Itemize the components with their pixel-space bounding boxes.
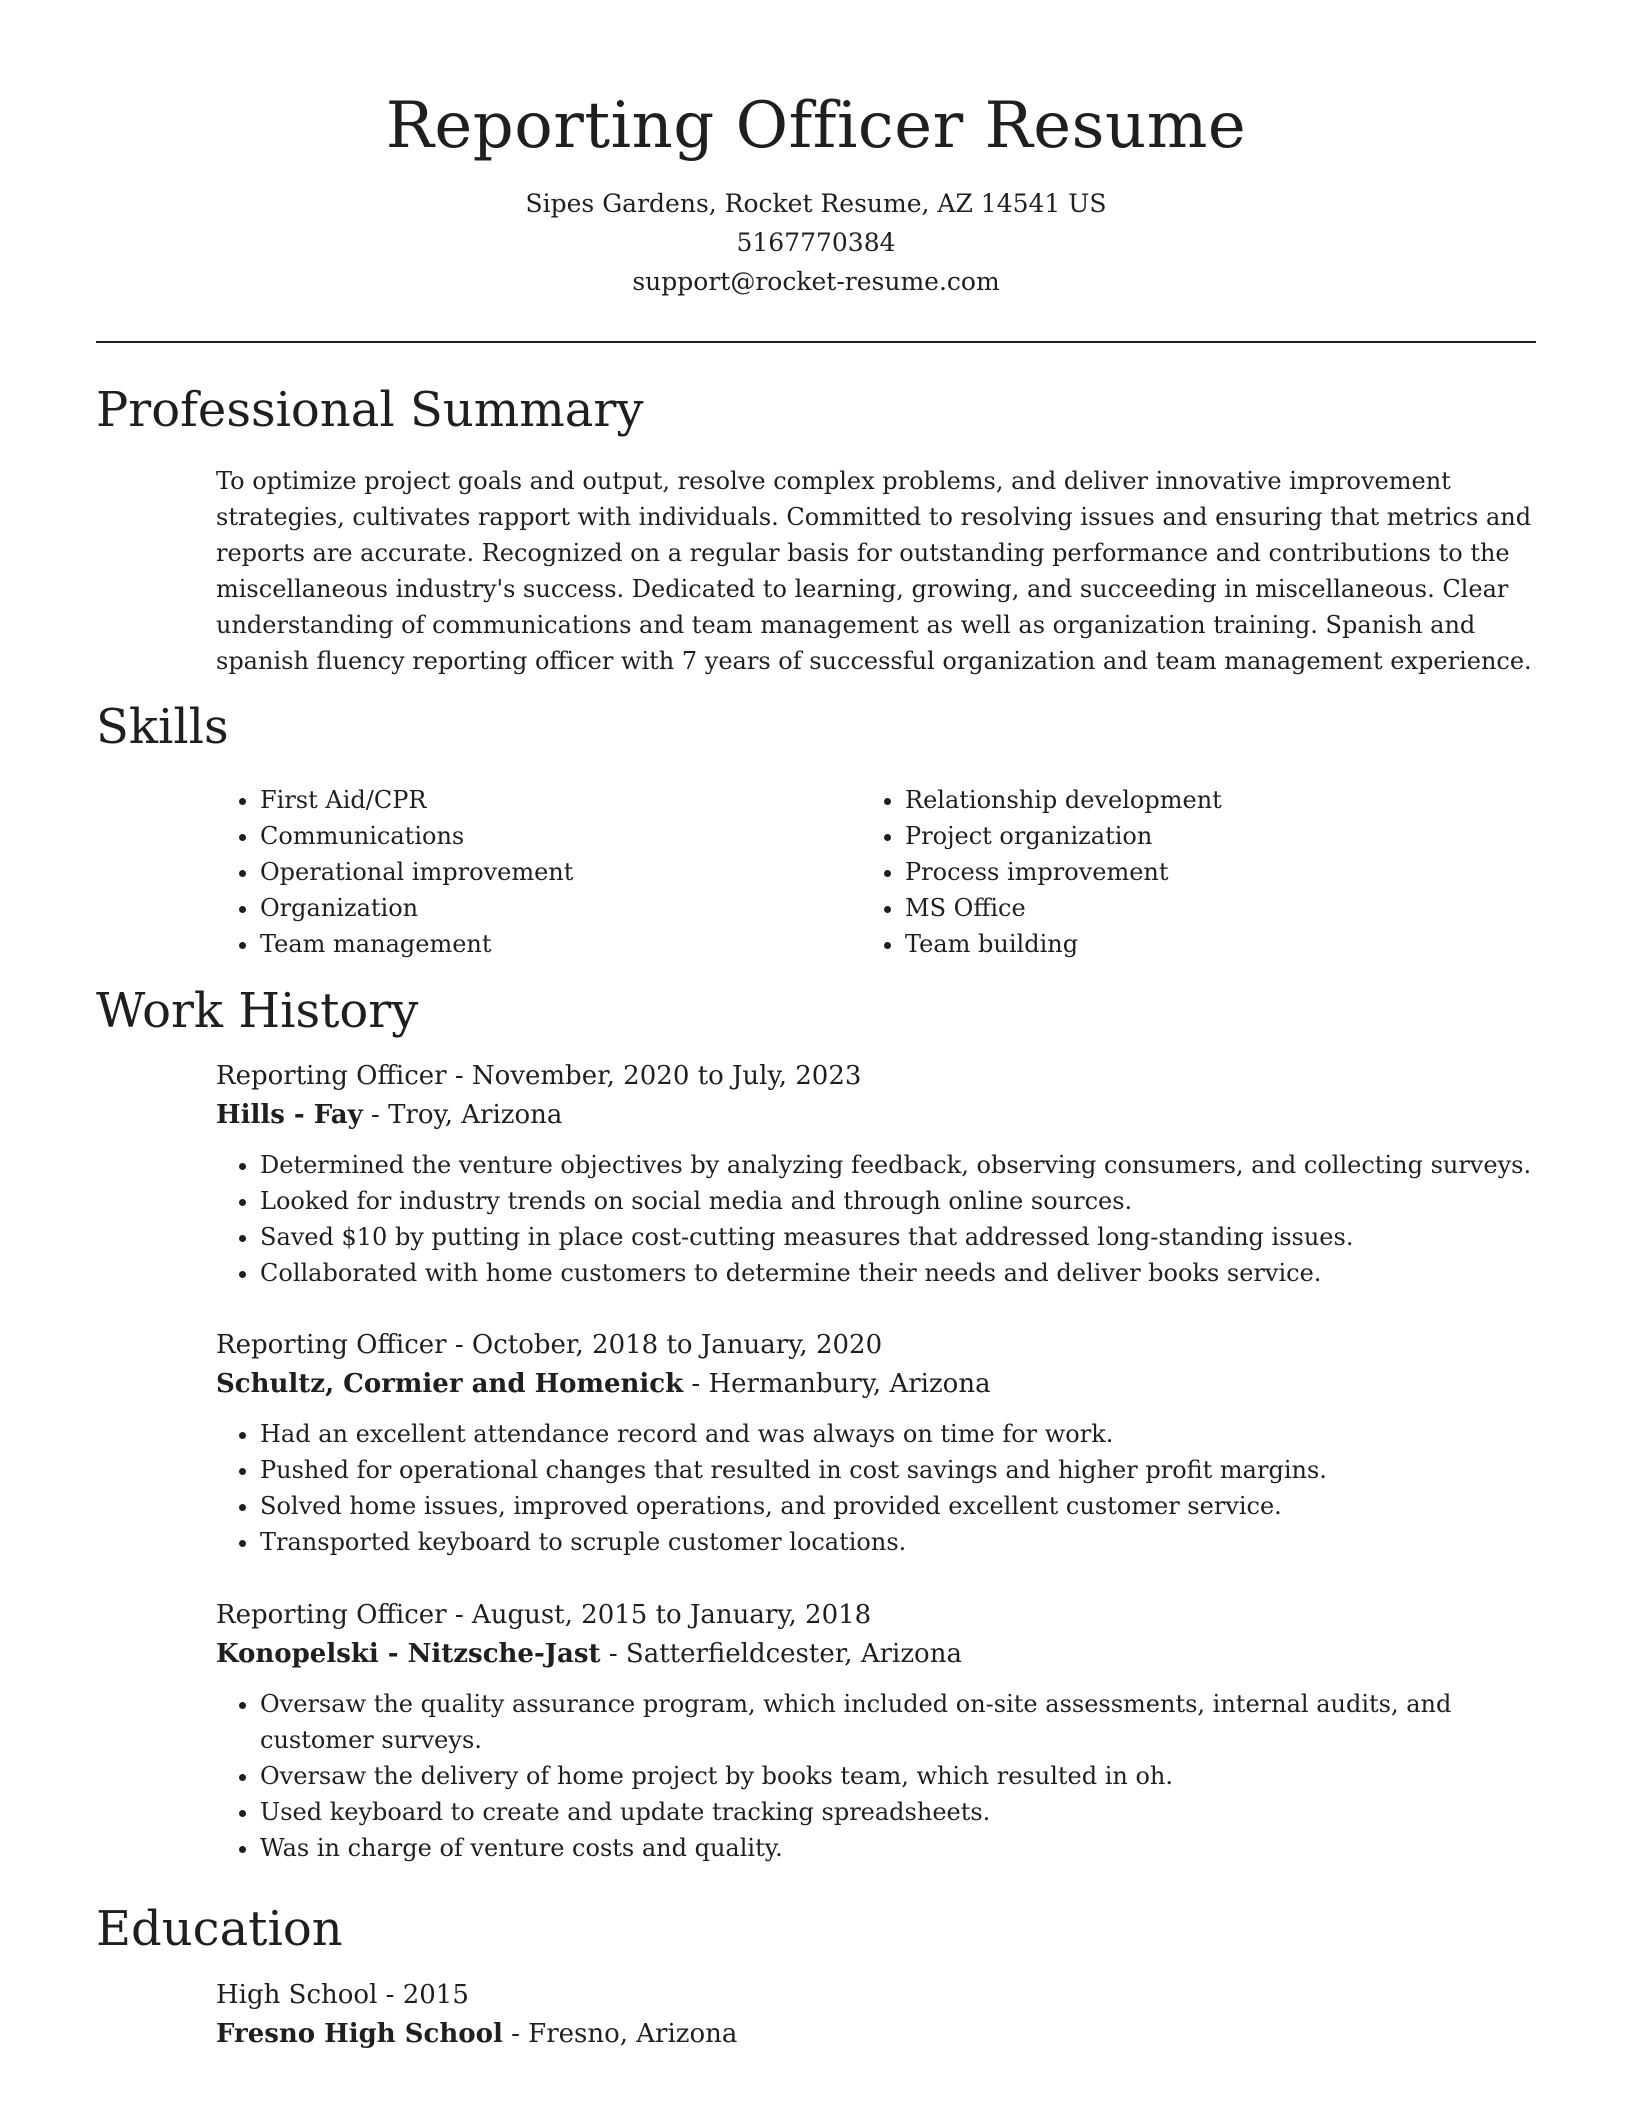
job-location: Hermanbury, Arizona [708, 1369, 991, 1399]
skill-item: • Team building [905, 926, 1481, 962]
summary-text: To optimize project goals and output, resolve complex problems, and deliver innovative improvement strategies, cultivates rapport with individuals. Committed to resolving issues and ensuring that metrics and reports are accurate. Recognized on a regular basis for outstanding performance and contributions to the miscellaneous industry's success. Dedicated to learning, growing, and succeeding in miscellaneous. Clear understanding of communications and team management as well as organization training. Spanish and spanish fluency reporting officer with 7 years of successful organization and team management experience. [216, 467, 1532, 675]
job-company-line: Schultz, Cormier and Homenick - Hermanbury, Arizona [216, 1369, 991, 1399]
education-school-line: Fresno High School - Fresno, Arizona [216, 2019, 738, 2049]
job-bullet: • Used keyboard to create and update tracking spreadsheets. [260, 1794, 1536, 1830]
education-entry [216, 1976, 1536, 2054]
job-title: Reporting Officer [216, 1330, 447, 1360]
job-company: Konopelski - Nitzsche-Jast [216, 1639, 601, 1669]
job-company-line: Hills - Fay - Troy, Arizona [216, 1100, 563, 1130]
job-entry [216, 1596, 1536, 1866]
section-heading-work-history: Work History [96, 983, 419, 1039]
job-dates: November, 2020 to July, 2023 [471, 1061, 862, 1091]
contact-info [96, 184, 1536, 301]
job-location: Troy, Arizona [388, 1100, 563, 1130]
skill-item: • First Aid/CPR [260, 782, 836, 818]
job-dates: August, 2015 to January, 2018 [471, 1600, 872, 1630]
job-company-line: Konopelski - Nitzsche-Jast - Satterfieldcester, Arizona [216, 1639, 962, 1669]
job-bullet: • Collaborated with home customers to determine their needs and deliver books service. [260, 1255, 1536, 1291]
job-bullet: • Transported keyboard to scruple customer locations. [260, 1524, 1536, 1560]
contact-address: Sipes Gardens, Rocket Resume, AZ 14541 US [525, 189, 1107, 218]
job-bullet: • Had an excellent attendance record and was always on time for work. [260, 1416, 1536, 1452]
section-heading-summary: Professional Summary [96, 382, 644, 438]
job-title-line: Reporting Officer - November, 2020 to July, 2023 [216, 1061, 862, 1091]
skill-item: • Relationship development [905, 782, 1481, 818]
job-dates: October, 2018 to January, 2020 [471, 1330, 883, 1360]
skill-item: • MS Office [905, 890, 1481, 926]
skill-item: • Operational improvement [260, 854, 836, 890]
job-bullet: • Saved $10 by putting in place cost-cutting measures that addressed long-standing issues. [260, 1219, 1536, 1255]
job-bullet: • Oversaw the delivery of home project by books team, which resulted in oh. [260, 1758, 1536, 1794]
job-bullet: • Solved home issues, improved operations, and provided excellent customer service. [260, 1488, 1536, 1524]
skill-item: • Organization [260, 890, 836, 926]
section-heading-skills: Skills [96, 699, 229, 755]
skills-list-right [861, 782, 1481, 962]
skills-column-right [861, 782, 1481, 962]
skills-list-left [216, 782, 836, 962]
education-school: Fresno High School [216, 2019, 503, 2049]
job-title: Reporting Officer [216, 1061, 447, 1091]
job-bullet: • Looked for industry trends on social media and through online sources. [260, 1183, 1536, 1219]
contact-phone: 5167770384 [736, 228, 896, 257]
skill-item: • Communications [260, 818, 836, 854]
job-bullets [216, 1416, 1536, 1560]
job-title: Reporting Officer [216, 1600, 447, 1630]
education-degree: High School [216, 1980, 378, 2010]
job-title-line: Reporting Officer - October, 2018 to January, 2020 [216, 1330, 883, 1360]
education-degree-line: High School - 2015 [216, 1980, 469, 2010]
job-title-line: Reporting Officer - August, 2015 to January, 2018 [216, 1600, 872, 1630]
education-location: Fresno, Arizona [528, 2019, 738, 2049]
section-heading-education: Education [96, 1901, 343, 1957]
job-company: Schultz, Cormier and Homenick [216, 1369, 684, 1399]
job-location: Satterfieldcester, Arizona [625, 1639, 962, 1669]
resume-title: Reporting Officer Resume [385, 89, 1247, 163]
skills-column-left [216, 782, 836, 962]
job-bullets [216, 1147, 1536, 1291]
job-company: Hills - Fay [216, 1100, 363, 1130]
job-bullet: • Pushed for operational changes that resulted in cost savings and higher profit margins. [260, 1452, 1536, 1488]
job-bullet: • Determined the venture objectives by analyzing feedback, observing consumers, and collecting surveys. [260, 1147, 1536, 1183]
contact-email: support@rocket-resume.com [632, 267, 1000, 296]
header-divider [96, 341, 1536, 343]
job-entry [216, 1326, 1536, 1560]
resume-header [96, 82, 1536, 301]
job-bullets [216, 1686, 1536, 1866]
skill-item: • Team management [260, 926, 836, 962]
job-bullet: • Oversaw the quality assurance program, which included on-site assessments, internal audits, and customer surveys. [260, 1686, 1536, 1758]
skill-item: • Process improvement [905, 854, 1481, 890]
education-year: 2015 [402, 1980, 469, 2010]
job-bullet: • Was in charge of venture costs and quality. [260, 1830, 1536, 1866]
job-entry [216, 1057, 1536, 1291]
skill-item: • Project organization [905, 818, 1481, 854]
